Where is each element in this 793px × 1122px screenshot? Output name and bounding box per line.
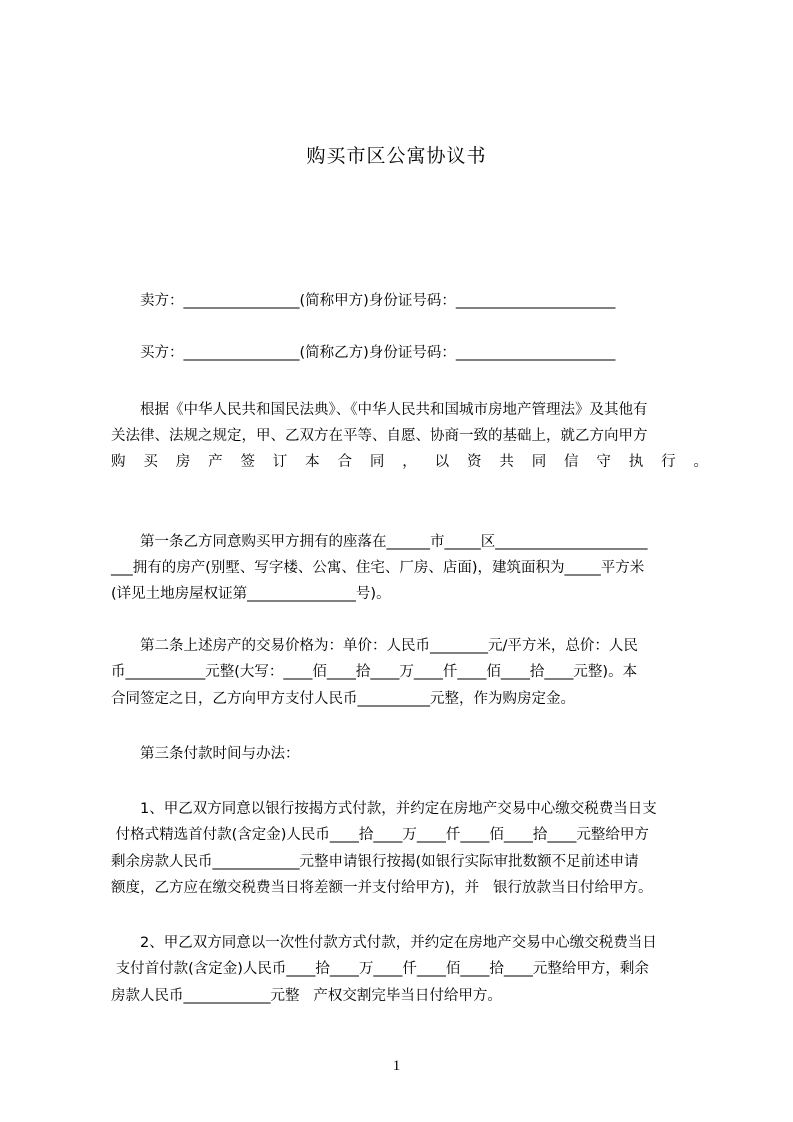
clause2-line-3: 房款人民币____________元整 产权交割完毕当日付给甲方。 bbox=[111, 988, 502, 1004]
page-number: 1 bbox=[392, 1058, 401, 1074]
clause1-line-4: 额度，乙方应在缴交税费当日将差额一并支付给甲方)，并 银行放款当日付给甲方。 bbox=[111, 880, 653, 896]
article2-line-2: 币___________元整(大写：____佰____拾____万____仟____佰____拾____元整)。本 bbox=[111, 664, 638, 680]
article2-line-3: 合同签定之日，乙方向甲方支付人民币__________元整，作为购房定金。 bbox=[111, 691, 575, 707]
article1-line-2: ___拥有的房产(别墅、写字楼、公寓、住宅、厂房、店面)，建筑面积为_____平方米 bbox=[111, 560, 645, 576]
preamble-line-2: 关法律、法规之规定，甲、乙双方在平等、自愿、协商一致的基础上，就乙方向甲方 bbox=[111, 428, 648, 444]
article2-line-1: 第二条上述房产的交易价格为：单价：人民币________元/平方米，总价：人民 bbox=[111, 638, 638, 654]
clause1-line-2: 付格式精选首付款(含定金)人民币____拾____万____仟____佰____拾____元整给甲方 bbox=[111, 827, 649, 843]
article1-line-1: 第一条乙方同意购买甲方拥有的座落在______市_____区_____________________ bbox=[111, 534, 648, 550]
article1-line-3: (详见土地房屋权证第_______________号)。 bbox=[111, 586, 391, 602]
clause2-line-2: 支付首付款(含定金)人民币____拾____万____仟____佰____拾____元整给甲方，剩余 bbox=[111, 961, 649, 977]
document-title: 购买市区公寓协议书 bbox=[306, 145, 487, 167]
buyer-line: 买方：________________(简称乙方)身份证号码：______________________ bbox=[111, 345, 616, 361]
preamble-line-1: 根据《中华人民共和国民法典》、《中华人民共和国城市房地产管理法》及其他有 bbox=[111, 402, 648, 418]
clause1-line-1: 1、甲乙双方同意以银行按揭方式付款，并约定在房地产交易中心缴交税费当日支 bbox=[111, 801, 657, 817]
clause2-line-1: 2、甲乙双方同意以一次性付款方式付款，并约定在房地产交易中心缴交税费当日 bbox=[111, 935, 657, 951]
clause1-line-3: 剩余房款人民币____________元整申请银行按揭(如银行实际审批数额不足前述申请 bbox=[111, 854, 639, 870]
preamble-line-3: 购买房产签订本合同，以资共同信守执行。 bbox=[111, 454, 708, 470]
article3-heading: 第三条付款时间与办法： bbox=[111, 746, 300, 762]
seller-line: 卖方：________________(简称甲方)身份证号码：______________________ bbox=[111, 293, 616, 309]
